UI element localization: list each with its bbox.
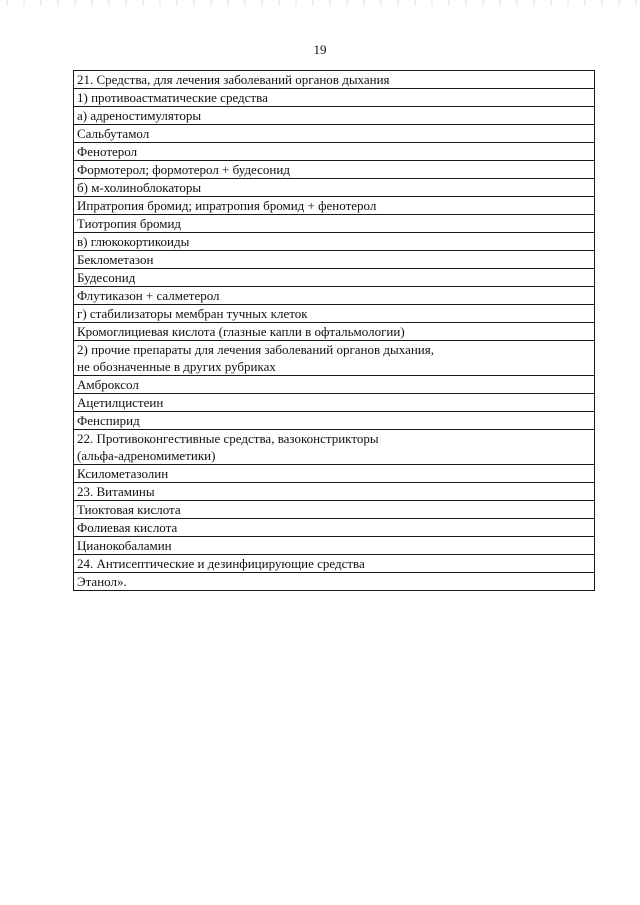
table-cell: 24. Антисептические и дезинфицирующие средства xyxy=(74,555,595,573)
scan-artifact-strip xyxy=(0,0,640,6)
table-cell: Ипратропия бромид; ипратропия бромид + фенотерол xyxy=(74,197,595,215)
table-cell: Этанол». xyxy=(74,573,595,591)
table-cell: б) м-холиноблокаторы xyxy=(74,179,595,197)
table-row xyxy=(74,305,595,323)
table-cell: г) стабилизаторы мембран тучных клеток xyxy=(74,305,595,323)
table-row xyxy=(74,89,595,107)
table-row xyxy=(74,269,595,287)
table-cell: в) глюкокортикоиды xyxy=(74,233,595,251)
table-cell: Формотерол; формотерол + будесонид xyxy=(74,161,595,179)
table-row xyxy=(74,251,595,269)
table-row xyxy=(74,501,595,519)
table-row xyxy=(74,161,595,179)
table-cell: Беклометазон xyxy=(74,251,595,269)
table-cell: Сальбутамол xyxy=(74,125,595,143)
table-cell: 21. Средства, для лечения заболеваний органов дыхания xyxy=(74,71,595,89)
table-cell: Цианокобаламин xyxy=(74,537,595,555)
table-row xyxy=(74,412,595,430)
page-number: 19 xyxy=(313,42,327,57)
table-row xyxy=(74,465,595,483)
table-row xyxy=(74,143,595,161)
table-row xyxy=(74,71,595,89)
drug-list-table xyxy=(73,70,595,591)
table-row xyxy=(74,197,595,215)
table-row xyxy=(74,537,595,555)
table-cell: 23. Витамины xyxy=(74,483,595,501)
table-cell: Тиоктовая кислота xyxy=(74,501,595,519)
table-row xyxy=(74,519,595,537)
table-row xyxy=(74,573,595,591)
table-row xyxy=(74,430,595,465)
table-row xyxy=(74,394,595,412)
table-row xyxy=(74,125,595,143)
table-cell: Тиотропия бромид xyxy=(74,215,595,233)
table-row xyxy=(74,287,595,305)
table-cell: 2) прочие препараты для лечения заболеваний органов дыхания, не обозначенные в других рубриках xyxy=(74,341,595,376)
table-cell: Ацетилцистеин xyxy=(74,394,595,412)
table-row xyxy=(74,215,595,233)
table-cell: Кромоглициевая кислота (глазные капли в офтальмологии) xyxy=(74,323,595,341)
table-row xyxy=(74,323,595,341)
table-row xyxy=(74,341,595,376)
table-cell: Фенотерол xyxy=(74,143,595,161)
table-cell: Фенспирид xyxy=(74,412,595,430)
table-row xyxy=(74,483,595,501)
table-cell: Ксилометазолин xyxy=(74,465,595,483)
table-row xyxy=(74,179,595,197)
table-cell: Амброксол xyxy=(74,376,595,394)
table-cell: а) адреностимуляторы xyxy=(74,107,595,125)
table-cell: Будесонид xyxy=(74,269,595,287)
table-cell: Флутиказон + салметерол xyxy=(74,287,595,305)
table-row xyxy=(74,233,595,251)
table-cell: 22. Противоконгестивные средства, вазоконстрикторы (альфа-адреномиметики) xyxy=(74,430,595,465)
table-row xyxy=(74,555,595,573)
table-row xyxy=(74,107,595,125)
table-cell: 1) противоастматические средства xyxy=(74,89,595,107)
table-cell: Фолиевая кислота xyxy=(74,519,595,537)
table-row xyxy=(74,376,595,394)
